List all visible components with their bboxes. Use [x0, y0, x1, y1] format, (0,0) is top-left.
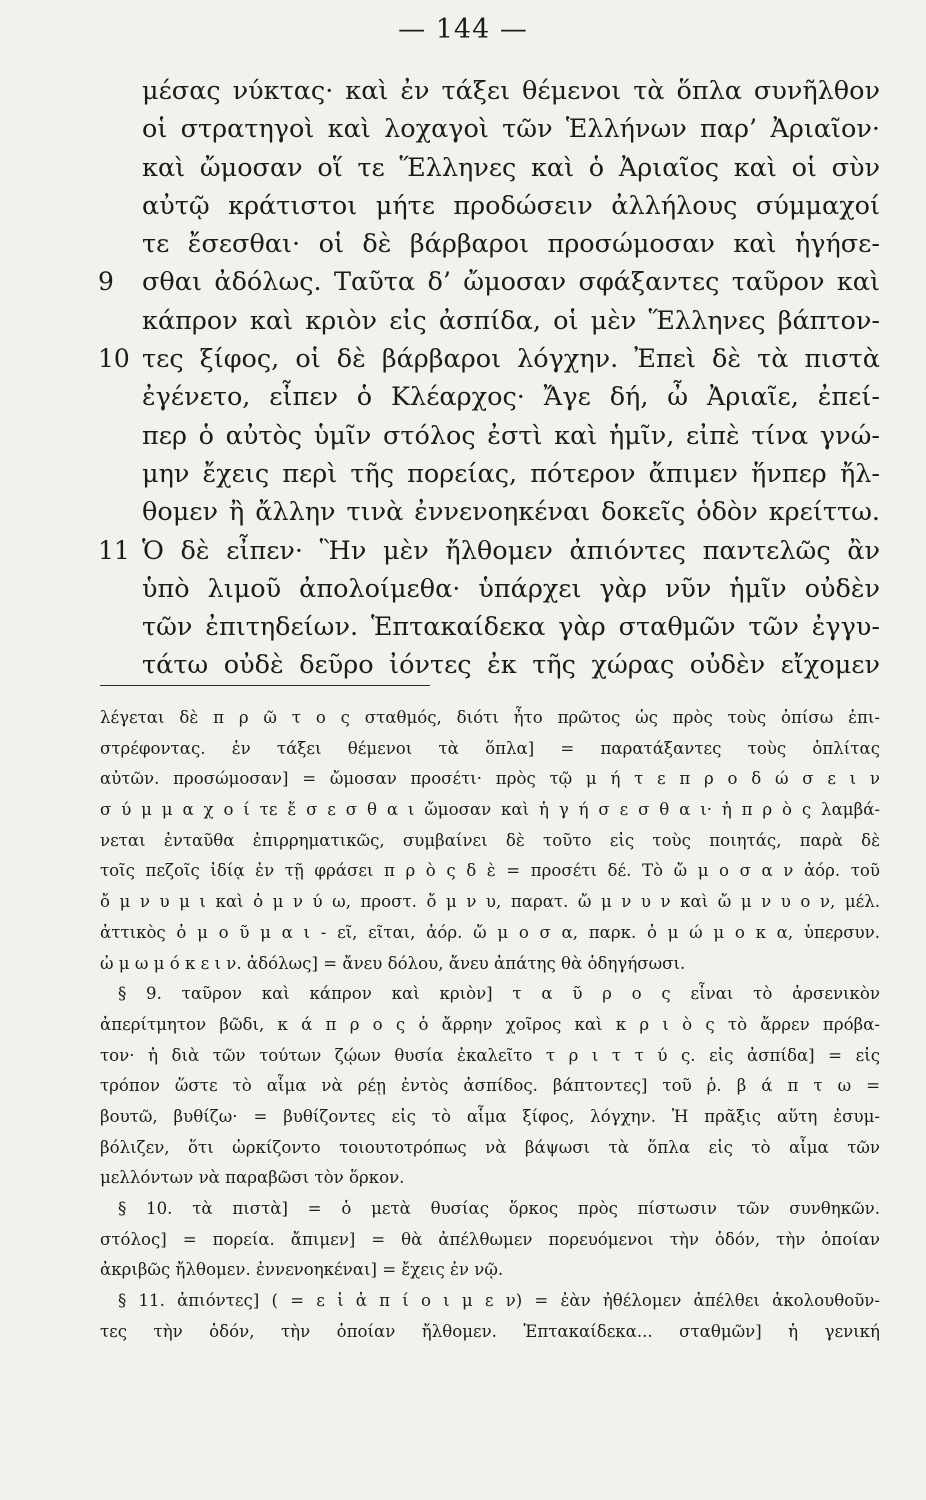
- text-line: [98, 532, 880, 570]
- text-line: [142, 493, 880, 531]
- note-line: § 11. ἀπιόντες] ( = ε ἰ ἀ π ί ο ι μ ε ν) = ἐὰν ἠθέλομεν ἀπέλθει ἀκολουθοῦν-: [118, 1291, 880, 1311]
- line-text: περ ὁ αὐτὸς ὑμῖν στόλος ἐστὶ καὶ ἡμῖν, εἰπὲ τίνα γνώ-: [142, 420, 880, 451]
- line-text: κάπρον καὶ κριὸν εἰς ἀσπίδα, οἱ μὲν Ἕλληνες βάπτον-: [142, 305, 880, 336]
- text-line: [142, 417, 880, 455]
- note-line: § 10. τὰ πιστὰ] = ὁ μετὰ θυσίας ὅρκος πρὸς πίστωσιν τῶν συνθηκῶν.: [118, 1199, 880, 1218]
- note-line: τες τὴν ὁδόν, τὴν ὁποίαν ἤλθομεν. Ἑπτακαίδεκα... σταθμῶν] ἡ γενική: [100, 1321, 880, 1341]
- text-line: [142, 302, 880, 340]
- text-line: [142, 646, 880, 684]
- note-line: τρόπον ὥστε τὸ αἷμα νὰ ρέῃ ἐντὸς ἀσπίδος. βάπτοντες] τοῦ ῥ. β ά π τ ω =: [100, 1076, 880, 1096]
- note-line: ὠ μ ω μ ό κ ε ι ν. ἀδόλως] = ἄνευ δόλου, ἄνευ ἀπάτης θὰ ὁδηγήσωσι.: [100, 953, 686, 973]
- note-line: βόλιζεν, ὅτι ὡρκίζοντο τοιουτοτρόπως νὰ βάψωσι τὰ ὅπλα εἰς τὸ αἷμα τῶν: [100, 1137, 880, 1157]
- line-text: αὐτῷ κράτιστοι μήτε προδώσειν ἀλλήλους σύμμαχοί: [142, 190, 880, 221]
- line-number: 9: [98, 267, 114, 297]
- text-line: [142, 608, 880, 646]
- text-line: [142, 570, 880, 608]
- line-text: μέσας νύκτας· καὶ ἐν τάξει θέμενοι τὰ ὅπλα συνῆλθον: [142, 76, 880, 106]
- line-text: ὑπὸ λιμοῦ ἀπολοίμεθα· ὑπάρχει γὰρ νῦν ἡμῖν οὐδὲν: [142, 573, 880, 604]
- note-line: ἀκριβῶς ἤλθομεν. ἐννενοηκέναι] = ἔχεις ἐν νῷ.: [100, 1260, 504, 1280]
- line-text: τε ἔσεσθαι· οἱ δὲ βάρβαροι προσώμοσαν καὶ ἡγήσε-: [142, 229, 880, 260]
- line-text: μην ἔχεις περὶ τῆς πορείας, πότερον ἄπιμεν ἥνπερ ἤλ-: [142, 458, 880, 489]
- note-line: στρέφοντας. ἐν τάξει θέμενοι τὰ ὅπλα] = παρατάξαντες τοὺς ὁπλίτας: [100, 738, 880, 758]
- text-line: [142, 187, 880, 225]
- line-text: οἱ στρατηγοὶ καὶ λοχαγοὶ τῶν Ἑλλήνων παρ’ Ἀριαῖον·: [142, 114, 880, 145]
- line-text: Ὁ δὲ εἶπεν· Ἣν μὲν ἤλθομεν ἀπιόντες παντελῶς ἂν: [142, 535, 880, 566]
- text-line: [98, 263, 880, 301]
- note-line: αὐτῶν. προσώμοσαν] = ὤμοσαν προσέτι· πρὸς τῷ μ ή τ ε π ρ ο δ ώ σ ε ι ν: [100, 769, 880, 789]
- commentary-notes: [100, 703, 880, 1347]
- note-line: ἀπερίτμητον βῶδι, κ ά π ρ ο ς ὁ ἄρρην χοῖρος καὶ κ ρ ι ὸ ς τὸ ἄρρεν πρόβα-: [100, 1014, 880, 1034]
- text-line: [98, 340, 880, 378]
- text-line: [142, 378, 880, 416]
- note-line: τοῖς πεζοῖς ἰδίᾳ ἐν τῇ φράσει π ρ ὸ ς δ ὲ = προσέτι δέ. Τὸ ὤ μ ο σ α ν ἀόρ. τοῦ: [100, 861, 880, 881]
- line-text: τάτω οὐδὲ δεῦρο ἰόντες ἐκ τῆς χώρας οὐδὲν εἴχομεν: [142, 650, 880, 681]
- note-line: στόλος] = πορεία. ἄπιμεν] = θὰ ἀπέλθωμεν πορευόμενοι τὴν ὁδόν, τὴν ὁποίαν: [100, 1229, 880, 1249]
- text-line: [142, 149, 880, 187]
- text-line: [142, 455, 880, 493]
- line-text: τῶν ἐπιτηδείων. Ἑπτακαίδεκα γὰρ σταθμῶν τῶν ἐγγυ-: [142, 612, 880, 643]
- footnote-divider: [100, 685, 430, 686]
- note-line: ὄ μ ν υ μ ι καὶ ὀ μ ν ύ ω, προστ. ὄ μ ν υ, παρατ. ὤ μ ν υ ν καὶ ὤ μ ν υ ο ν, μέλ.: [100, 892, 880, 912]
- note-line: μελλόντων νὰ παραβῶσι τὸν ὅρκον.: [100, 1168, 405, 1188]
- line-text: θομεν ἢ ἄλλην τινὰ ἐννενοηκέναι δοκεῖς ὁδὸν κρείττω.: [142, 497, 880, 528]
- note-line: § 9. ταῦρον καὶ κάπρον καὶ κριὸν] τ α ῦ ρ ο ς εἶναι τὸ ἀρσενικὸν: [118, 984, 880, 1004]
- note-line: βουτῶ, βυθίζω· = βυθίζοντες εἰς τὸ αἷμα ξίφος, λόγχην. Ἡ πρᾶξις αὕτη ἐσυμ-: [100, 1106, 880, 1126]
- line-text: ἐγένετο, εἶπεν ὁ Κλέαρχος· Ἄγε δή, ὦ Ἀριαῖε, ἐπεί-: [142, 382, 880, 413]
- text-line: [142, 72, 880, 110]
- note-line: λέγεται δὲ π ρ ῶ τ ο ς σταθμός, διότι ἦτο πρῶτος ὡς πρὸς τοὺς ὀπίσω ἐπι-: [100, 708, 880, 727]
- line-text: σθαι ἀδόλως. Ταῦτα δ’ ὤμοσαν σφάξαντες ταῦρον καὶ: [142, 267, 880, 298]
- text-line: [142, 110, 880, 148]
- note-line: νεται ἐνταῦθα ἐπιρρηματικῶς, συμβαίνει δὲ τοῦτο εἰς τοὺς ποιητάς, παρὰ δὲ: [100, 830, 880, 850]
- text-line: [142, 225, 880, 263]
- line-text: καὶ ὤμοσαν οἵ τε Ἕλληνες καὶ ὁ Ἀριαῖος καὶ οἱ σὺν: [142, 152, 880, 183]
- note-line: τον· ἡ διὰ τῶν τούτων ζῴων θυσία ἐκαλεῖτο τ ρ ι τ τ ύ ς. εἰς ἀσπίδα] = εἰς: [100, 1045, 880, 1065]
- line-number: 11: [98, 535, 130, 565]
- note-line: ἀττικὸς ὀ μ ο ῦ μ α ι - εῖ, εῖται, ἀόρ. ὤ μ ο σ α, παρκ. ὀ μ ώ μ ο κ α, ὑπερσυν.: [100, 922, 880, 942]
- line-number: 10: [98, 344, 130, 374]
- main-text: [98, 72, 880, 685]
- note-line: σ ύ μ μ α χ ο ί τε ἔ σ ε σ θ α ι ὤμοσαν καὶ ἡ γ ή σ ε σ θ α ι· ἡ π ρ ὸ ς λαμβά-: [100, 800, 880, 820]
- line-text: τες ξίφος, οἱ δὲ βάρβαροι λόγχην. Ἐπεὶ δὲ τὰ πιστὰ: [142, 344, 880, 375]
- page-number: — 144 —: [398, 14, 528, 45]
